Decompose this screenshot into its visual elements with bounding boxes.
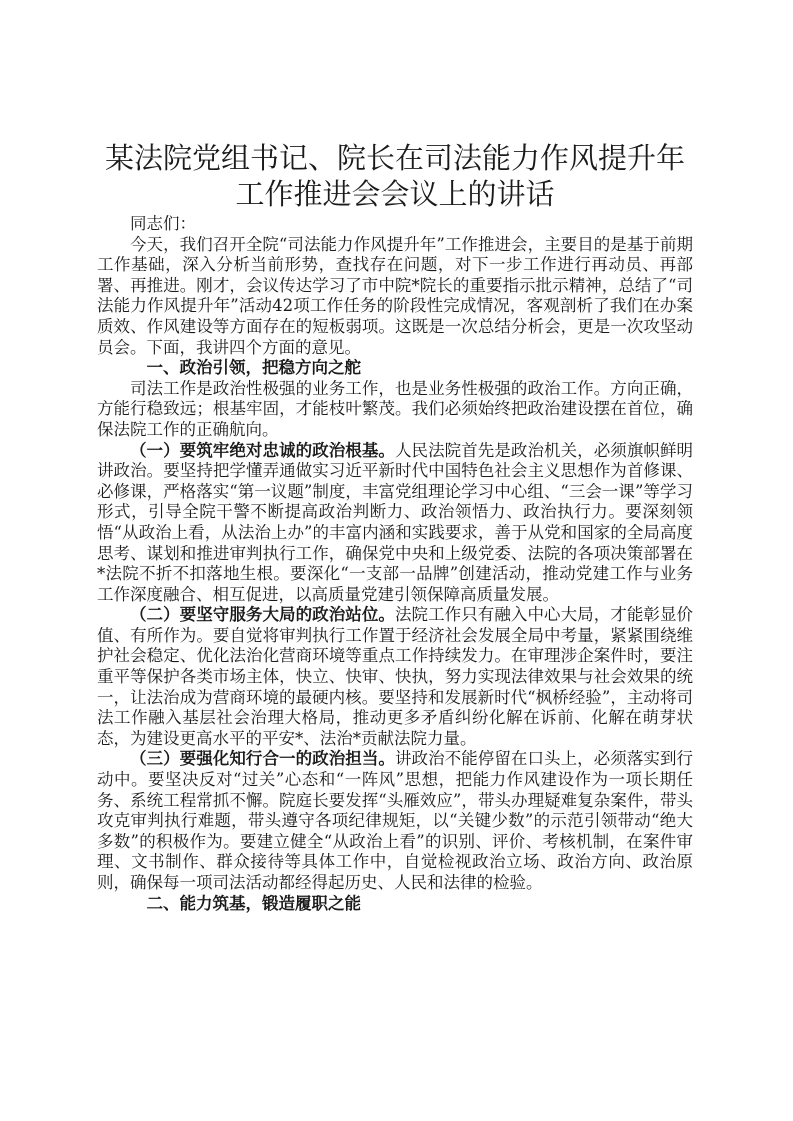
title-line-1: 某法院党组书记、院长在司法能力作风提升年 — [104, 141, 685, 175]
title-line-2: 工作推进会会议上的讲话 — [235, 177, 555, 211]
section-1-intro: 司法工作是政治性极强的业务工作，也是业务性极强的政治工作。方向正确，方能行稳致远；根基牢固，才能枝叶繁茂。我们必须始终把政治建设摆在首位，确保法院工作的正确航向。 — [97, 378, 693, 439]
section-heading-1: 一、政治引领，把稳方向之舵 — [146, 358, 361, 378]
item-2-text: 法院工作只有融入中心大局，才能彰显价值、有所作为。要自觉将审判执行工作置于经济社会发展全局中考量，紧紧围绕维护社会稳定、优化法治化营商环境等重点工作持续发力。在审理涉企案件时，要注重平等保护各类市场主体，快立、快审、快执，努力实现法律效果与社会效果的统一，让法治成为营商环境的最硬内核。要坚持和发展新时代“枫桥经验”，主动将司法工作融入基层社会治理大格局，推动更多矛盾纠纷化解在诉前、化解在萌芽状态，为建设更高水平的平安*、法治*贡献法院力量。 — [97, 605, 694, 748]
intro-paragraph: 今天，我们召开全院“司法能力作风提升年”工作推进会，主要目的是基于前期工作基础，深入分析当前形势，查找存在问题，对下一步工作进行再动员、再部署、再推进。刚才，会议传达学习了市中院*院长的重要指示批示精神，总结了“司法能力作风提升年”活动42项工作任务的阶段性完成情况，客观剖析了我们在办案质效、作风建设等方面存在的短板弱项。这既是一次总结分析会，更是一次攻坚动员会。下面，我讲四个方面的意见。 — [97, 234, 693, 357]
section-1-item-1 — [97, 441, 693, 606]
salutation: 同志们： — [130, 214, 196, 233]
section-heading-2: 二、能力筑基，锻造履职之能 — [146, 893, 361, 913]
section-1-item-3 — [97, 749, 693, 893]
document-title — [97, 140, 693, 212]
section-1-item-2 — [97, 605, 693, 749]
item-1-lead: （一）要筑牢绝对忠诚的政治根基。 — [130, 440, 395, 460]
item-2-lead: （二）要坚守服务大局的政治站位。 — [130, 605, 395, 625]
item-3-lead: （三）要强化知行合一的政治担当。 — [130, 749, 395, 769]
item-1-text: 人民法院首先是政治机关，必须旗帜鲜明讲政治。要坚持把学懂弄通做实习近平新时代中国特色社会主义思想作为首修课、必修课，严格落实“第一议题”制度，丰富党组理论学习中心组、“三会一课”等学习形式，引导全院干警不断提高政治判断力、政治领悟力、政治执行力。要深刻领悟“从政治上看，从法治上办”的丰富内涵和实践要求，善于从党和国家的全局高度思考、谋划和推进审判执行工作，确保党中央和上级党委、法院的各项决策部署在*法院不折不扣落地生根。要深化“一支部一品牌”创建活动，推动党建工作与业务工作深度融合、相互促进，以高质量党建引领保障高质量发展。 — [97, 440, 694, 604]
document-page — [97, 140, 693, 914]
item-3-text: 讲政治不能停留在口头上，必须落实到行动中。要坚决反对“过关”心态和“一阵风”思想，把能力作风建设作为一项长期任务、系统工程常抓不懈。院庭长要发挥“头雁效应”，带头办理疑难复杂案件，带头攻克审判执行难题，带头遵守各项纪律规矩，以“关键少数”的示范引领带动“绝大多数”的积极作为。要建立健全“从政治上看”的识别、评价、考核机制，在案件审理、文书制作、群众接待等具体工作中，自觉检视政治立场、政治方向、政治原则，确保每一项司法活动都经得起历史、人民和法律的检验。 — [97, 749, 694, 892]
